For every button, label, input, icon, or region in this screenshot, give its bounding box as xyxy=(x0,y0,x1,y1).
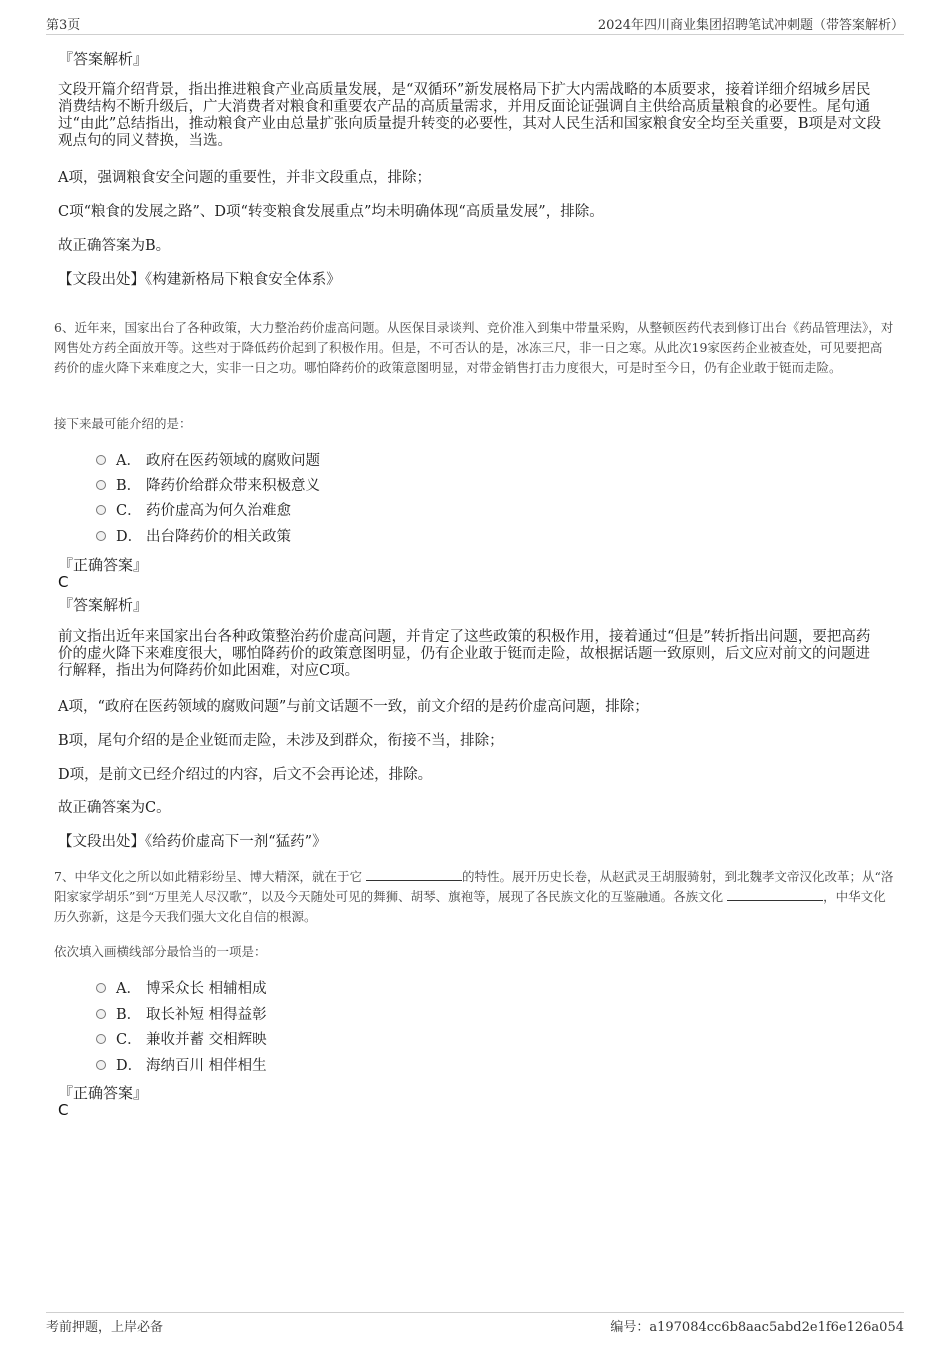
option-text: 药价虚高为何久治难愈 xyxy=(146,503,291,519)
q5-analysis-paragraph-2: A项，强调粮食安全问题的重要性，并非文段重点，排除； xyxy=(58,170,431,186)
q5-source: 【文段出处】《构建新格局下粮食安全体系》 xyxy=(58,272,341,288)
q6-analysis-paragraph-2: A项，“政府在医药领域的腐败问题”与前文话题不一致，前文介绍的是药价虚高问题，排除； xyxy=(58,699,649,715)
q6-analysis-paragraph-1: 前文指出近年来国家出台各种政策整治药价虚高问题，并肯定了这些政策的积极作用，接着通过“但是”转折指出问题，要把高药价的虚火降下来难度很大，哪怕降药价的政策意图明显，仍有企业敢于铤而走险，故根据话题一致原则，后文应对前文的问题进行解释，指出为何降药价如此困难，对应C项。 xyxy=(58,629,871,679)
q5-analysis-paragraph-4: 故正确答案为B。 xyxy=(58,238,171,254)
option-text: 博采众长 相辅相成 xyxy=(146,981,267,997)
page-header xyxy=(46,14,904,35)
radio-button[interactable] xyxy=(96,1034,106,1044)
option-text: 取长补短 相得益彰 xyxy=(146,1007,267,1023)
q7-stem xyxy=(54,867,894,927)
q6-analysis-paragraph-3: B项，尾句介绍的是企业铤而走险，未涉及到群众，衔接不当，排除； xyxy=(58,733,504,749)
document-code: 编号：a197084cc6b8aac5abd2e1f6e126a054 xyxy=(610,1320,904,1335)
option-letter: C． xyxy=(116,503,142,519)
option-letter: D． xyxy=(116,529,143,545)
q7-answer: C xyxy=(58,1101,69,1119)
option-text: 降药价给群众带来积极意义 xyxy=(146,478,320,494)
q7-stem-part-2: 的特性。展开历史长卷，从赵武灵王胡服骑射，到北魏孝文帝汉化改革；从“洛阳家家学胡乐”到“万里羌人尽汉歌”，以及今天随处可见的舞狮、胡琴、旗袍等，展现了各民族文化的互鉴融通。各族文化 xyxy=(54,869,894,904)
option-text: 海纳百川 相伴相生 xyxy=(146,1058,267,1074)
fill-blank-1 xyxy=(366,868,462,881)
page-footer xyxy=(46,1312,904,1333)
option-letter: B． xyxy=(116,1007,142,1023)
option-letter: A． xyxy=(116,981,141,997)
q7-stem-part-3: ，中华文化历久弥新，这是今天我们强大文化自信的根源。 xyxy=(54,889,886,924)
page-number: 第3页 xyxy=(46,18,81,33)
radio-button[interactable] xyxy=(96,505,106,515)
radio-button[interactable] xyxy=(96,983,106,993)
q6-stem: 6、近年来，国家出台了各种政策，大力整治药价虚高问题。从医保目录谈判、竞价准入到集中带量采购，从整顿医药代表到修订出台《药品管理法》，对网售处方药全面放开等。这些对于降低药价起到了积极作用。但是，不可否认的是，冰冻三尺，非一日之寒。从此次19家医药企业被查处，可见要把高药价的虚火降下来难度之大，实非一日之功。哪怕降药价的政策意图明显，对带金销售打击力度很大，可是时至今日，仍有企业敢于铤而走险。 xyxy=(54,320,894,375)
radio-button[interactable] xyxy=(96,1060,106,1070)
option-text: 兼收并蓄 交相辉映 xyxy=(146,1032,267,1048)
option-letter: D． xyxy=(116,1058,143,1074)
q6-analysis-paragraph-4: D项，是前文已经介绍过的内容，后文不会再论述，排除。 xyxy=(58,767,433,783)
q6-answer: C xyxy=(58,573,69,591)
radio-button[interactable] xyxy=(96,455,106,465)
option-letter: C． xyxy=(116,1032,142,1048)
radio-button[interactable] xyxy=(96,1009,106,1019)
option-text: 出台降药价的相关政策 xyxy=(146,529,291,545)
q6-analysis-label: 『答案解析』 xyxy=(58,596,149,614)
fill-blank-2 xyxy=(727,888,823,901)
q6-answer-label: 『正确答案』 xyxy=(58,556,149,574)
q6-source: 【文段出处】《给药价虚高下一剂“猛药”》 xyxy=(58,834,327,850)
q5-analysis-label: 『答案解析』 xyxy=(58,50,149,68)
q6-prompt: 接下来最可能介绍的是： xyxy=(54,416,192,431)
document-title: 2024年四川商业集团招聘笔试冲刺题（带答案解析） xyxy=(597,18,904,33)
q7-prompt: 依次填入画横线部分最恰当的一项是： xyxy=(54,944,267,959)
radio-button[interactable] xyxy=(96,531,106,541)
q5-analysis-paragraph-1: 文段开篇介绍背景，指出推进粮食产业高质量发展，是“双循环”新发展格局下扩大内需战略的本质要求，接着详细介绍城乡居民消费结构不断升级后，广大消费者对粮食和重要农产品的高质量需求，并用反面论证强调自主供给高质量粮食的必要性。尾句通过“由此”总结指出，推动粮食产业由总量扩张向质量提升转变的必要性，其对人民生活和国家粮食安全均至关重要，B项是对文段观点句的同义替换，当选。 xyxy=(58,82,881,149)
footer-motto: 考前押题，上岸必备 xyxy=(46,1320,164,1335)
option-text: 政府在医药领域的腐败问题 xyxy=(146,453,320,469)
radio-button[interactable] xyxy=(96,480,106,490)
option-letter: B． xyxy=(116,478,142,494)
q6-analysis-paragraph-5: 故正确答案为C。 xyxy=(58,800,171,816)
option-letter: A． xyxy=(116,453,141,469)
q7-stem-part-1: 7、中华文化之所以如此精彩纷呈、博大精深，就在于它 xyxy=(54,869,362,884)
q5-analysis-paragraph-3: C项“粮食的发展之路”、D项“转变粮食发展重点”均未明确体现“高质量发展”，排除。 xyxy=(58,204,604,220)
q7-answer-label: 『正确答案』 xyxy=(58,1084,149,1102)
